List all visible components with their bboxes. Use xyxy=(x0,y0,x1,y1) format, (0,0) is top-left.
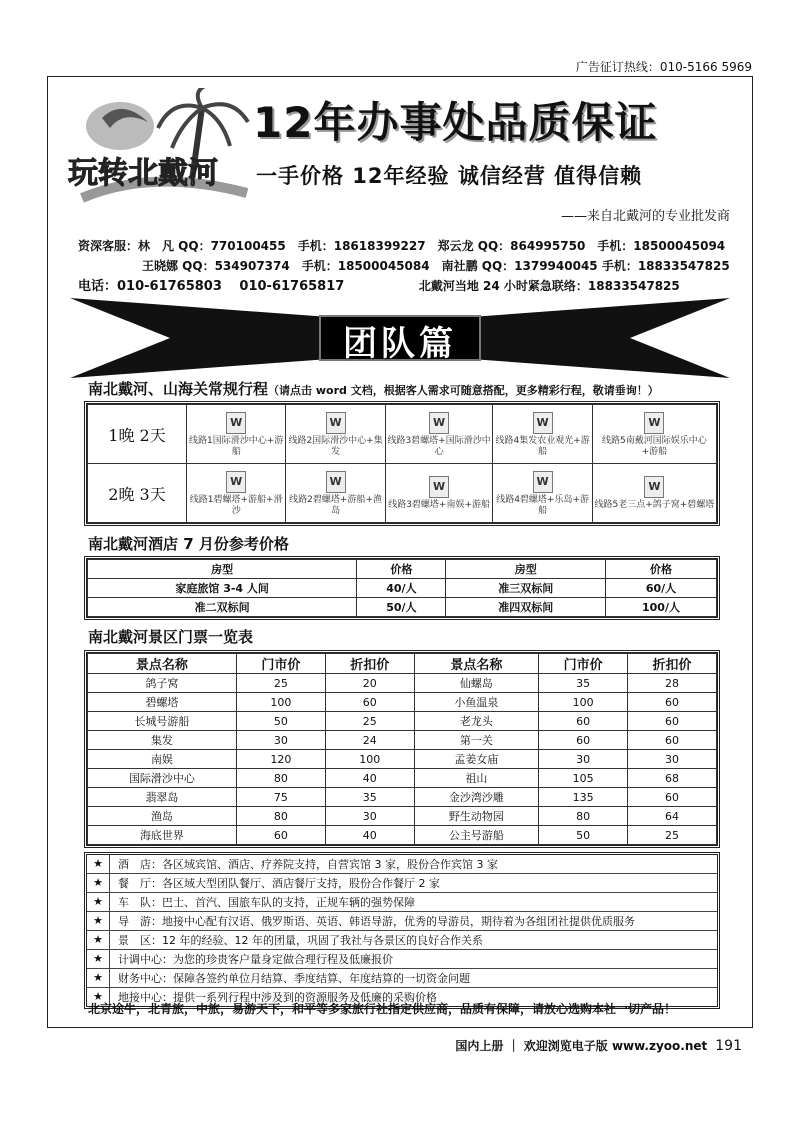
column-header: 房型 xyxy=(88,560,357,579)
table-cell: 准二双标间 xyxy=(88,598,357,617)
hotel-price-table xyxy=(84,556,720,620)
contact-line-2: 王晓娜 QQ：534907374 手机：18500045084 南社鹏 QQ：1379940045 手机：18833547825 xyxy=(142,259,730,273)
table-cell: 小鱼温泉 xyxy=(414,693,538,712)
word-doc-icon: W xyxy=(644,412,664,434)
table-cell: 100 xyxy=(539,693,628,712)
ticket-price-table xyxy=(84,650,720,848)
logo-text: 玩转北戴河 xyxy=(68,156,218,191)
tickets-title: 南北戴河景区门票一览表 xyxy=(88,628,254,646)
route-doc-link[interactable]: W 线路4集发农业观光+游船 xyxy=(493,405,592,464)
banner-title: 团队篇 xyxy=(343,324,457,364)
table-cell: 家庭旅馆 3-4 人间 xyxy=(88,579,357,598)
star-icon: ★ xyxy=(87,931,110,949)
table-cell: 金沙湾沙雕 xyxy=(414,788,538,807)
table-cell: 25 xyxy=(236,674,325,693)
page-footer xyxy=(455,1037,742,1054)
table-row xyxy=(88,826,717,845)
table-cell: 孟姜女庙 xyxy=(414,750,538,769)
service-text: 计调中心：为您的珍贵客户量身定做合理行程及低廉报价 xyxy=(118,953,393,966)
star-icon: ★ xyxy=(87,950,110,968)
itinerary-heading: 南北戴河、山海关常规行程 xyxy=(88,380,269,398)
route-doc-link[interactable]: W 线路3碧螺塔+国际滑沙中心 xyxy=(385,405,493,464)
table-cell: 40 xyxy=(325,826,414,845)
table-cell: 100/人 xyxy=(605,598,716,617)
table-cell: 80 xyxy=(236,769,325,788)
table-row xyxy=(88,807,717,826)
table-cell: 野生动物园 xyxy=(414,807,538,826)
star-icon: ★ xyxy=(87,855,110,873)
table-cell: 40 xyxy=(325,769,414,788)
table-cell: 海底世界 xyxy=(88,826,237,845)
table-cell: 60 xyxy=(325,693,414,712)
page-number: 191 xyxy=(715,1038,742,1054)
slogan: 一手价格 12年经验 诚信经营 值得信赖 xyxy=(256,164,643,188)
table-cell: 80 xyxy=(236,807,325,826)
table-cell: 30 xyxy=(628,750,717,769)
table-cell: 第一关 xyxy=(414,731,538,750)
table-cell: 祖山 xyxy=(414,769,538,788)
ad-hotline: 广告征订热线：010-5166 5969 xyxy=(575,60,752,74)
column-header: 房型 xyxy=(446,560,605,579)
contact-block xyxy=(78,236,730,297)
table-cell: 135 xyxy=(539,788,628,807)
service-text: 酒 店：各区域宾馆、酒店、疗养院支持，自营宾馆 3 家，股份合作宾馆 3 家 xyxy=(118,858,498,871)
table-cell: 碧螺塔 xyxy=(88,693,237,712)
table-cell: 35 xyxy=(539,674,628,693)
table-cell: 105 xyxy=(539,769,628,788)
service-text: 餐 厅：各区域大型团队餐厅、酒店餐厅支持，股份合作餐厅 2 家 xyxy=(118,877,440,890)
table-cell: 25 xyxy=(628,826,717,845)
column-header: 门市价 xyxy=(539,654,628,674)
table-row xyxy=(88,693,717,712)
column-header: 景点名称 xyxy=(414,654,538,674)
table-cell: 60 xyxy=(539,731,628,750)
table-cell: 50 xyxy=(236,712,325,731)
word-doc-icon: W xyxy=(533,412,553,434)
table-header-row xyxy=(88,560,717,579)
column-header: 景点名称 xyxy=(88,654,237,674)
table-cell: 鸽子窝 xyxy=(88,674,237,693)
table-cell: 80 xyxy=(539,807,628,826)
table-cell: 60 xyxy=(628,693,717,712)
table-cell: 35 xyxy=(325,788,414,807)
hotel-title: 南北戴河酒店 7 月份参考价格 xyxy=(88,535,289,553)
table-row xyxy=(88,712,717,731)
column-header: 价格 xyxy=(357,560,446,579)
word-doc-icon: W xyxy=(644,476,664,498)
duration-cell: 1晚 2天 xyxy=(88,405,187,464)
service-text: 景 区：12 年的经验、12 年的团量，巩固了我社与各景区的良好合作关系 xyxy=(118,934,483,947)
table-cell: 公主号游船 xyxy=(414,826,538,845)
service-item xyxy=(87,874,717,893)
table-cell: 100 xyxy=(325,750,414,769)
itinerary-table xyxy=(84,401,720,526)
table-row xyxy=(88,579,717,598)
service-item xyxy=(87,969,717,988)
headline: 12年办事处品质保证 xyxy=(253,98,658,147)
route-doc-link[interactable]: W 线路5老三点+鸽子窝+碧螺塔 xyxy=(592,464,716,523)
word-doc-icon: W xyxy=(533,471,553,493)
table-cell: 长城号游船 xyxy=(88,712,237,731)
itinerary-title xyxy=(88,378,659,399)
table-cell: 64 xyxy=(628,807,717,826)
service-list xyxy=(84,852,720,1009)
table-row xyxy=(88,731,717,750)
table-cell: 仙螺岛 xyxy=(414,674,538,693)
table-cell: 翡翠岛 xyxy=(88,788,237,807)
star-icon: ★ xyxy=(87,969,110,987)
source-line: ——来自北戴河的专业批发商 xyxy=(560,209,730,224)
table-cell: 60 xyxy=(628,712,717,731)
emergency-contact: 北戴河当地 24 小时紧急联络：18833547825 xyxy=(418,279,680,293)
table-cell: 30 xyxy=(325,807,414,826)
table-cell: 24 xyxy=(325,731,414,750)
contact-line-1: 资深客服：林 凡 QQ：770100455 手机：18618399227 郑云龙 QQ：864995750 手机：18500045094 xyxy=(78,239,726,253)
table-cell: 60/人 xyxy=(605,579,716,598)
table-cell: 60 xyxy=(628,731,717,750)
word-doc-icon: W xyxy=(326,471,346,493)
star-icon: ★ xyxy=(87,912,110,930)
star-icon: ★ xyxy=(87,893,110,911)
word-doc-icon: W xyxy=(226,412,246,434)
word-doc-icon: W xyxy=(429,476,449,498)
table-cell: 集发 xyxy=(88,731,237,750)
route-doc-link[interactable]: W 线路1国际滑沙中心+游船 xyxy=(187,405,286,464)
table-cell: 100 xyxy=(236,693,325,712)
table-cell: 75 xyxy=(236,788,325,807)
service-text: 财务中心：保障各签约单位月结算、季度结算、年度结算的一切资金问题 xyxy=(118,972,470,985)
table-row xyxy=(88,674,717,693)
table-cell: 50/人 xyxy=(357,598,446,617)
service-item xyxy=(87,855,717,874)
table-cell: 老龙头 xyxy=(414,712,538,731)
table-cell: 40/人 xyxy=(357,579,446,598)
route-doc-link[interactable]: W 线路1碧螺塔+游船+滑沙 xyxy=(187,464,286,523)
closing-statement: 北京途牛，北青旅，中旅，易游天下，和平等多家旅行社指定供应商，品质有保障，请放心选购本社一切产品！ xyxy=(88,1002,677,1016)
service-text: 车 队：巴士、首汽、国旅车队的支持，正规车辆的强势保障 xyxy=(118,896,415,909)
word-doc-icon: W xyxy=(326,412,346,434)
word-doc-icon: W xyxy=(429,412,449,434)
itinerary-row xyxy=(88,464,717,523)
table-row xyxy=(88,750,717,769)
palm-logo xyxy=(62,88,252,208)
itinerary-row xyxy=(88,405,717,464)
table-cell: 渔岛 xyxy=(88,807,237,826)
route-doc-link[interactable]: W 线路3碧螺塔+南娱+游船 xyxy=(385,464,493,523)
star-icon: ★ xyxy=(87,988,110,1006)
table-cell: 准三双标间 xyxy=(446,579,605,598)
table-cell: 28 xyxy=(628,674,717,693)
service-text: 地接中心：提供一系列行程中涉及到的资源服务及低廉的采购价格 xyxy=(118,991,437,1004)
route-doc-link[interactable]: W 线路4碧螺塔+乐岛+游船 xyxy=(493,464,592,523)
table-row xyxy=(88,769,717,788)
table-cell: 60 xyxy=(628,788,717,807)
duration-cell: 2晚 3天 xyxy=(88,464,187,523)
table-cell: 60 xyxy=(539,712,628,731)
office-phones: 电话：010-61765803 010-61765817 xyxy=(78,279,345,294)
service-item xyxy=(87,893,717,912)
table-cell: 60 xyxy=(236,826,325,845)
service-item xyxy=(87,950,717,969)
star-icon: ★ xyxy=(87,874,110,892)
table-cell: 准四双标间 xyxy=(446,598,605,617)
column-header: 折扣价 xyxy=(628,654,717,674)
column-header: 门市价 xyxy=(236,654,325,674)
table-cell: 25 xyxy=(325,712,414,731)
table-cell: 68 xyxy=(628,769,717,788)
route-doc-link[interactable]: W 线路2国际滑沙中心+集发 xyxy=(286,405,385,464)
table-cell: 50 xyxy=(539,826,628,845)
route-doc-link[interactable]: W 线路2碧螺塔+游船+渔岛 xyxy=(286,464,385,523)
table-row xyxy=(88,788,717,807)
table-header-row xyxy=(88,654,717,674)
service-text: 导 游：地接中心配有汉语、俄罗斯语、英语、韩语导游，优秀的导游员，期待着为各组团社提供优质服务 xyxy=(118,915,635,928)
column-header: 折扣价 xyxy=(325,654,414,674)
route-doc-link[interactable]: W 线路5南戴河国际娱乐中心+游船 xyxy=(592,405,716,464)
table-cell: 120 xyxy=(236,750,325,769)
table-cell: 30 xyxy=(539,750,628,769)
table-cell: 国际滑沙中心 xyxy=(88,769,237,788)
itinerary-note: （请点击 word 文档，根据客人需求可随意搭配，更多精彩行程，敬请垂询！） xyxy=(268,384,659,397)
footer-text: 国内上册 ｜ 欢迎浏览电子版 www.zyoo.net xyxy=(455,1039,708,1053)
word-doc-icon: W xyxy=(226,471,246,493)
service-item xyxy=(87,931,717,950)
phone-line xyxy=(78,276,730,297)
table-cell: 30 xyxy=(236,731,325,750)
table-cell: 南娱 xyxy=(88,750,237,769)
table-row xyxy=(88,598,717,617)
table-cell: 20 xyxy=(325,674,414,693)
service-item xyxy=(87,912,717,931)
column-header: 价格 xyxy=(605,560,716,579)
